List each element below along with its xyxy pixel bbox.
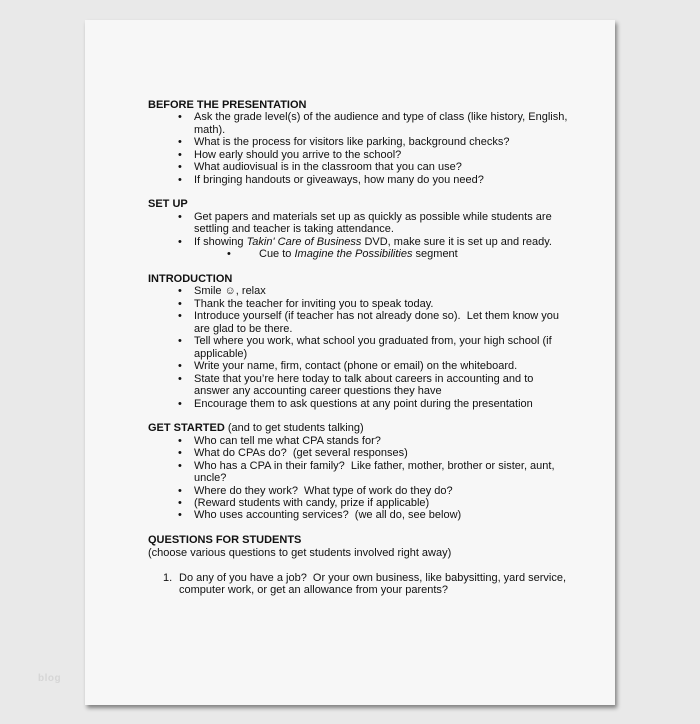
list-item <box>148 335 568 360</box>
section-before-the-presentation <box>148 99 571 186</box>
item-text: What is the process for visitors like parking, background checks? <box>194 136 510 149</box>
list-item <box>148 398 568 410</box>
item-text: Who has a CPA in their family? Like father, mother, brother or sister, aunt, uncle? <box>194 459 558 485</box>
item-text: Who uses accounting services? (we all do, see below) <box>194 509 462 522</box>
section-note: (choose various questions to get students involved right away) <box>148 546 452 559</box>
numbered-item <box>148 572 568 597</box>
item-text: Smile ☺, relax <box>194 285 266 298</box>
item-text: If showing <box>194 235 247 248</box>
item-text: Encourage them to ask questions at any point during the presentation <box>194 397 533 410</box>
list-item <box>148 111 571 136</box>
list-item <box>148 373 568 398</box>
list-item <box>148 497 568 509</box>
item-text: Where do they work? What type of work do they do? <box>194 484 453 497</box>
section-subheading: (and to get students talking) <box>224 422 364 435</box>
list-item <box>148 136 568 148</box>
item-text: Do any of you have a job? Or your own business, like babysitting, yard service, computer work, or get an allowance from your parents? <box>179 571 570 596</box>
item-text: Thank the teacher for inviting you to speak today. <box>194 297 434 310</box>
list-item <box>148 509 568 521</box>
watermark: blog <box>38 673 62 684</box>
section-set-up <box>148 198 568 260</box>
list-item <box>148 460 568 485</box>
list-item <box>148 236 568 248</box>
document-page <box>85 20 615 705</box>
list-item <box>148 248 568 260</box>
item-text: Who can tell me what CPA stands for? <box>194 434 381 447</box>
list-item <box>148 447 568 459</box>
item-text: What do CPAs do? (get several responses) <box>194 447 408 460</box>
item-text: DVD, make sure it is set up and ready. <box>361 235 552 248</box>
numbered-list <box>148 572 568 597</box>
italic-title: Takin' Care of Business <box>246 235 362 248</box>
section-heading-text: BEFORE THE PRESENTATION <box>148 99 307 111</box>
bullet-list <box>148 435 568 522</box>
section-heading-text: INTRODUCTION <box>148 273 233 286</box>
section-heading <box>148 198 568 210</box>
item-text: segment <box>412 248 458 261</box>
list-item <box>148 149 568 161</box>
list-item <box>148 161 568 173</box>
item-text: If bringing handouts or giveaways, how many do you need? <box>194 173 484 186</box>
item-text: How early should you arrive to the school? <box>194 148 402 161</box>
list-item <box>148 174 568 186</box>
bullet-list <box>148 211 568 261</box>
item-text: Ask the grade level(s) of the audience and type of class (like history, English, math). <box>194 111 571 136</box>
section-heading: QUESTIONS FOR STUDENTS <box>148 534 302 547</box>
item-text: Introduce yourself (if teacher has not already done so). Let them know you are glad to be there. <box>194 310 563 335</box>
section-get-started <box>148 422 568 522</box>
item-text: Tell where you work, what school you graduated from, your high school (if applicable) <box>194 335 555 360</box>
sections <box>148 99 571 522</box>
item-text: Write your name, firm, contact (phone or email) on the whiteboard. <box>194 360 518 373</box>
section-heading <box>148 99 568 111</box>
list-item <box>148 211 568 236</box>
item-text: Cue to <box>259 248 295 261</box>
document-content <box>148 99 571 609</box>
italic-title: Imagine the Possibilities <box>294 248 413 261</box>
section-questions <box>148 534 568 596</box>
item-text: (Reward students with candy, prize if applicable) <box>194 497 430 510</box>
item-text: State that you’re here today to talk about careers in accounting and to answer any accounting career questions they have <box>194 372 537 398</box>
bullet-list <box>148 285 568 410</box>
list-item <box>148 485 568 497</box>
bullet-list <box>148 111 571 186</box>
list-item <box>148 285 568 297</box>
list-item <box>148 310 568 335</box>
item-text: What audiovisual is in the classroom that you can use? <box>194 161 462 174</box>
section-heading <box>148 422 568 434</box>
item-text: Get papers and materials set up as quickly as possible while students are settling and teacher is taking attendance. <box>194 210 555 236</box>
list-item <box>148 360 568 372</box>
list-item <box>148 298 568 310</box>
section-heading <box>148 273 568 285</box>
list-item <box>148 435 568 447</box>
section-heading-text: SET UP <box>148 198 188 211</box>
item-number: 1. <box>163 571 173 584</box>
section-heading-text: GET STARTED <box>148 422 225 435</box>
section-introduction <box>148 273 568 410</box>
